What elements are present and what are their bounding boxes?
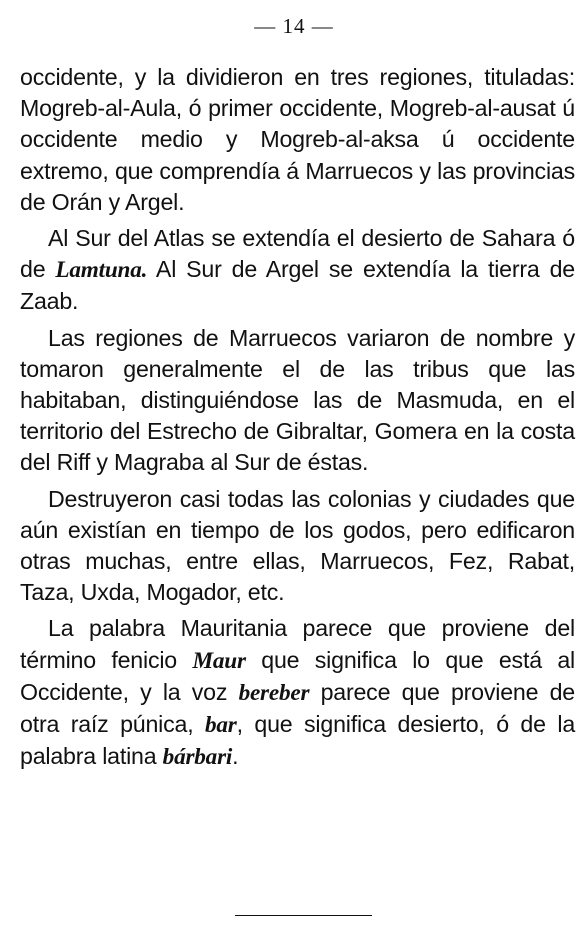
italic-term-barbari: bárbari xyxy=(162,744,233,771)
paragraph-4 xyxy=(20,484,575,609)
paragraph-text: . xyxy=(232,743,239,770)
end-rule xyxy=(235,915,372,916)
italic-term-bar: bar xyxy=(205,712,237,739)
paragraph-text: occidente, y la dividieron en tres regiones, tituladas: Mogreb-al-Aula, ó primer occidente, Mogreb-al-ausat ú occidente medio y Mogreb-al-aksa ú occidente extremo, que comprendía á Marruecos y las provincias de Orán y Argel. xyxy=(20,64,575,215)
paragraph-text: Las regiones de Marruecos variaron de nombre y tomaron generalmente el de las tribus que las habitaban, distinguiéndose las de Masmuda, en el territorio del Estrecho de Gibraltar, Gomera en la costa del Riff y Magraba al Sur de éstas. xyxy=(20,324,575,476)
italic-term-lamtuna: Lamtuna. xyxy=(55,257,148,284)
paragraph-text: La palabra Mauritania parece que proviene del término fenicio xyxy=(20,615,575,673)
italic-term-maur: Maur xyxy=(192,647,246,674)
body-text xyxy=(20,62,575,778)
italic-term-bereber: bereber xyxy=(238,679,310,706)
paragraph-text: parece que proviene de otra raíz púnica, xyxy=(20,678,575,738)
paragraph-2 xyxy=(20,223,575,318)
paragraph-3 xyxy=(20,323,575,479)
paragraph-text: Destruyeron casi todas las colonias y ciudades que aún existían en tiempo de los godos, pero edificaron otras muchas, entre ellas, Marruecos, Fez, Rabat, Taza, Uxda, Mogador, etc. xyxy=(20,485,575,606)
paragraph-text: Al Sur de Argel se extendía la tierra de Zaab. xyxy=(20,256,575,315)
paragraph-text: Al Sur del Atlas se extendía el desierto de Sahara ó de xyxy=(20,225,575,283)
paragraph-text: que significa lo que está al Occidente, y la voz xyxy=(20,646,575,705)
paragraph-1 xyxy=(20,62,575,218)
page-number: — 14 — xyxy=(254,14,334,38)
paragraph-5 xyxy=(20,613,575,773)
paragraph-text: , que significa desierto, ó de la palabra latina xyxy=(20,711,576,770)
